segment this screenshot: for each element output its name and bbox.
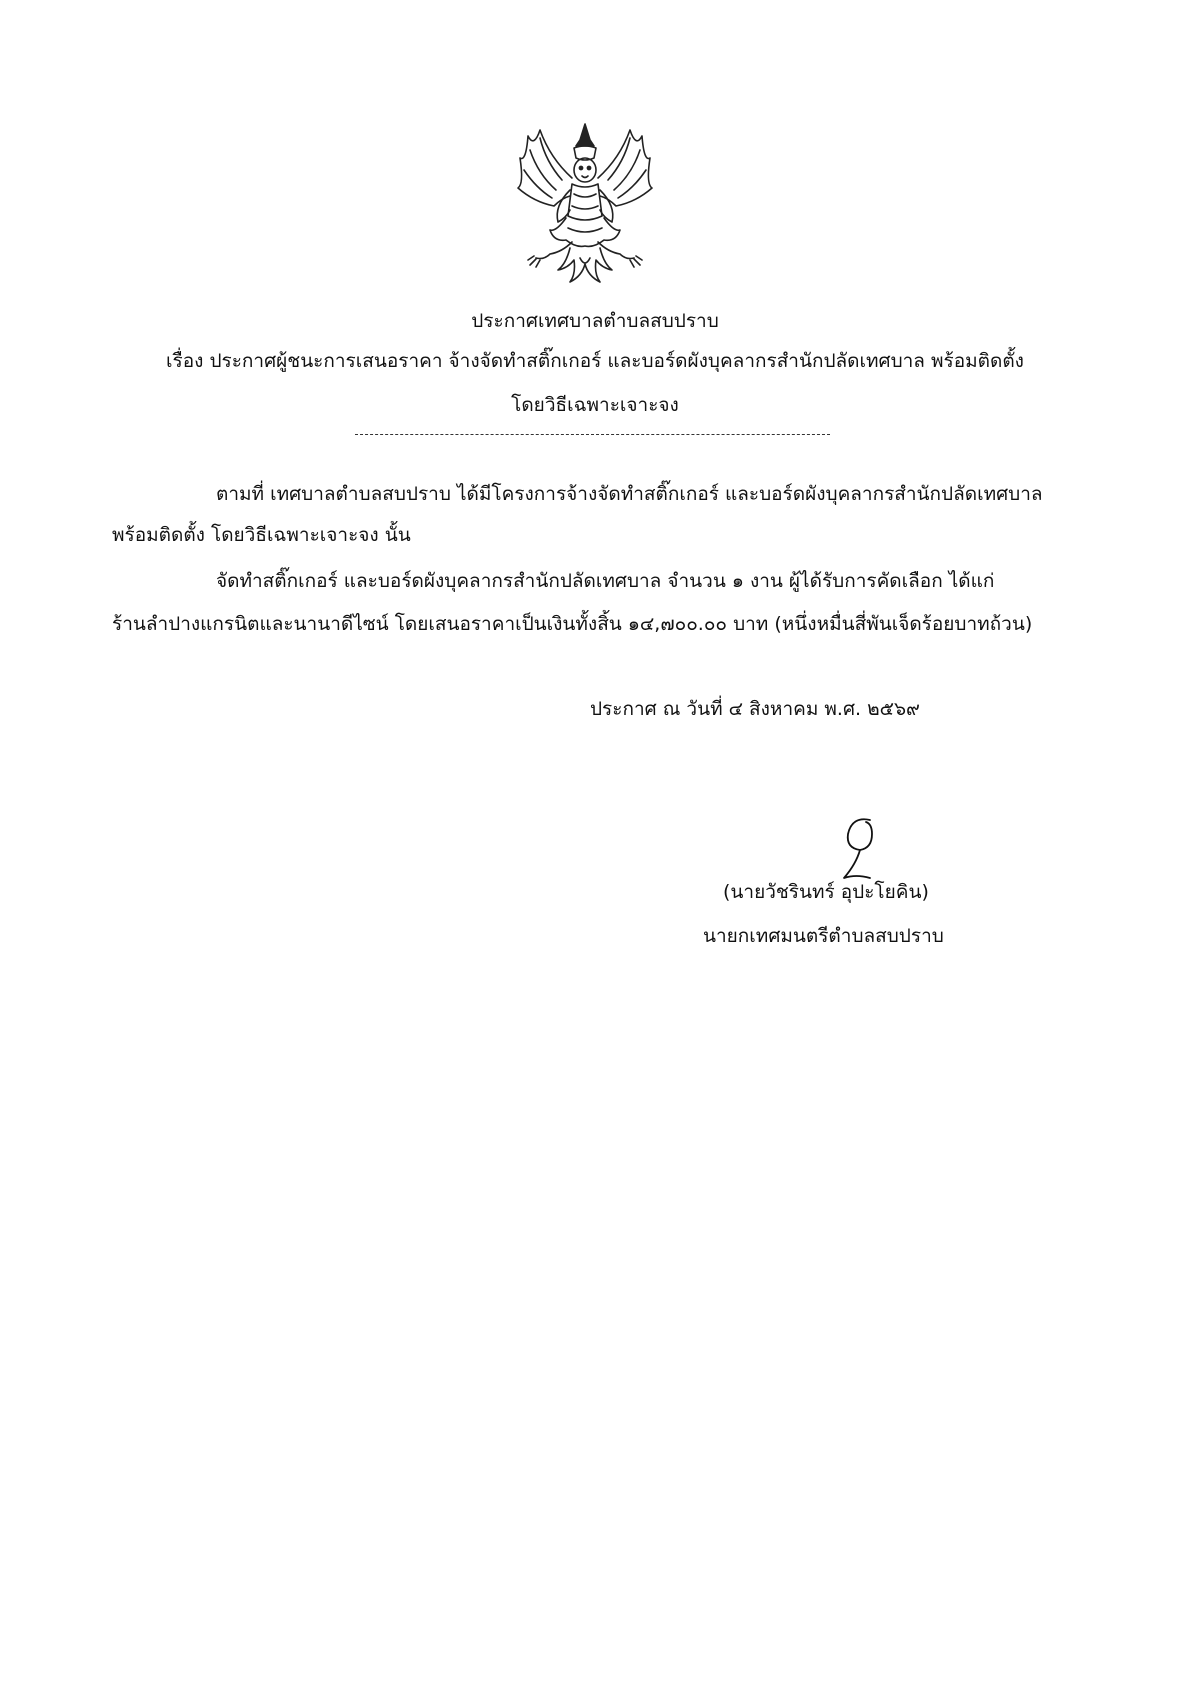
announcement-subject: เรื่อง ประกาศผู้ชนะการเสนอราคา จ้างจัดทำสติ๊กเกอร์ และบอร์ดผังบุคลากรสำนักปลัดเทศบาล พร้อมติดตั้ง [166,350,1024,372]
announcement-date: ประกาศ ณ วันที่ ๔ สิงหาคม พ.ศ. ๒๕๖๙ [590,698,920,720]
body-paragraph-2-line-2: ร้านลำปางแกรนิตและนานาดีไซน์ โดยเสนอราคาเป็นเงินทั้งสิ้น ๑๔,๗๐๐.๐๐ บาท (หนึ่งหมื่นสี่พันเจ็ดร้อยบาทถ้วน) [112,613,1033,635]
garuda-emblem-icon [510,118,660,290]
body-paragraph-1-line-2: พร้อมติดตั้ง โดยวิธีเฉพาะเจาะจง นั้น [112,524,411,546]
signer-position: นายกเทศมนตรีตำบลสบปราบ [703,925,944,947]
signer-name: (นายวัชรินทร์ อุปะโยคิน) [723,881,929,903]
announcement-subject-method: โดยวิธีเฉพาะเจาะจง [511,394,679,416]
body-paragraph-2-line-1: จัดทำสติ๊กเกอร์ และบอร์ดผังบุคลากรสำนักปลัดเทศบาล จำนวน ๑ งาน ผู้ได้รับการคัดเลือก ได้แก่ [216,570,995,592]
body-paragraph-1-line-1: ตามที่ เทศบาลตำบลสบปราบ ได้มีโครงการจ้างจัดทำสติ๊กเกอร์ และบอร์ดผังบุคลากรสำนักปลัดเทศบาล [216,483,1043,505]
announcement-issuer: ประกาศเทศบาลตำบลสบปราบ [471,310,719,332]
title-separator [355,434,830,435]
